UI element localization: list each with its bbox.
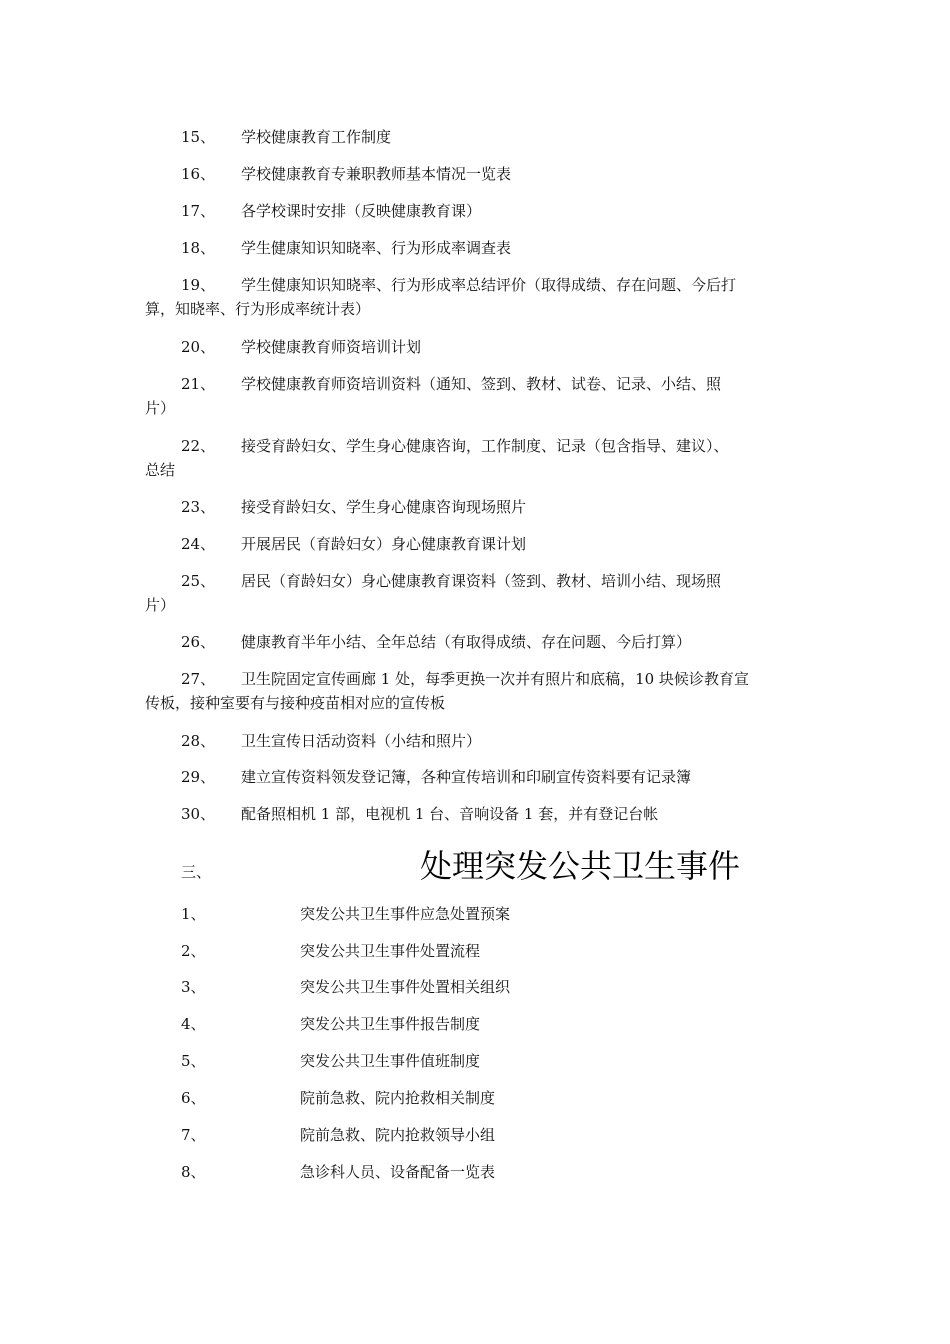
item-number: 16、: [181, 165, 216, 183]
item-text: 突发公共卫生事件处置流程: [300, 942, 481, 960]
item-text: 卫生院固定宣传画廊 1 处，每季更换一次并有照片和底稿，10 块候诊教育宣: [241, 670, 749, 688]
item-text: 学校健康教育专兼职教师基本情况一览表: [241, 165, 512, 183]
item-number: 29、: [181, 768, 216, 786]
item-number: 25、: [181, 572, 216, 590]
item-text: 突发公共卫生事件报告制度: [300, 1015, 481, 1033]
item-number: 24、: [181, 535, 216, 553]
item-text: 卫生宣传日活动资料（小结和照片）: [241, 732, 482, 750]
item-text-continuation: 片）: [145, 596, 176, 614]
item-text: 开展居民（育龄妇女）身心健康教育课计划: [241, 535, 527, 553]
item-number: 26、: [181, 633, 216, 651]
item-text: 急诊科人员、设备配备一览表: [300, 1163, 496, 1181]
item-number: 28、: [181, 732, 216, 750]
item-number: 23、: [181, 498, 216, 516]
item-number: 5、: [181, 1052, 206, 1070]
item-text: 建立宣传资料领发登记簿，各种宣传培训和印刷宣传资料要有记录簿: [241, 768, 692, 786]
item-text: 学校健康教育师资培训计划: [241, 338, 422, 356]
item-number: 6、: [181, 1089, 206, 1107]
item-text: 院前急救、院内抢救领导小组: [300, 1126, 496, 1144]
item-text: 突发公共卫生事件应急处置预案: [300, 905, 511, 923]
item-number: 20、: [181, 338, 216, 356]
item-text: 突发公共卫生事件值班制度: [300, 1052, 481, 1070]
item-text: 学校健康教育工作制度: [241, 128, 392, 146]
item-number: 7、: [181, 1126, 206, 1144]
item-number: 30、: [181, 805, 216, 823]
item-text: 各学校课时安排（反映健康教育课）: [241, 202, 482, 220]
item-text: 突发公共卫生事件处置相关组织: [300, 978, 511, 996]
item-number: 8、: [181, 1163, 206, 1181]
item-text: 居民（育龄妇女）身心健康教育课资料（签到、教材、培训小结、现场照: [241, 572, 722, 590]
item-text: 配备照相机 1 部，电视机 1 台、音响设备 1 套，并有登记台帐: [241, 805, 659, 823]
item-number: 19、: [181, 276, 216, 294]
item-number: 18、: [181, 239, 216, 257]
item-text-continuation: 传板，接种室要有与接种疫苗相对应的宣传板: [145, 694, 446, 712]
item-number: 2、: [181, 942, 206, 960]
section-number: 三、: [181, 863, 212, 881]
item-text: 学生健康知识知晓率、行为形成率调查表: [241, 239, 512, 257]
item-number: 22、: [181, 437, 216, 455]
item-number: 1、: [181, 905, 206, 923]
item-text: 接受育龄妇女、学生身心健康咨询，工作制度、记录（包含指导、建议）、: [241, 437, 729, 455]
item-text-continuation: 算，知晓率、行为形成率统计表）: [145, 300, 371, 318]
item-text-continuation: 片）: [145, 399, 176, 417]
item-text: 学校健康教育师资培训资料（通知、签到、教材、试卷、记录、小结、照: [241, 375, 722, 393]
item-number: 15、: [181, 128, 216, 146]
item-number: 3、: [181, 978, 206, 996]
item-text: 院前急救、院内抢救相关制度: [300, 1089, 496, 1107]
item-number: 27、: [181, 670, 216, 688]
item-text: 学生健康知识知晓率、行为形成率总结评价（取得成绩、存在问题、今后打: [241, 276, 737, 294]
item-text: 接受育龄妇女、学生身心健康咨询现场照片: [241, 498, 527, 516]
item-text-continuation: 总结: [145, 461, 176, 479]
item-number: 17、: [181, 202, 216, 220]
item-text: 健康教育半年小结、全年总结（有取得成绩、存在问题、今后打算）: [241, 633, 692, 651]
item-number: 4、: [181, 1015, 206, 1033]
item-number: 21、: [181, 375, 216, 393]
section-title: 处理突发公共卫生事件: [420, 847, 741, 885]
